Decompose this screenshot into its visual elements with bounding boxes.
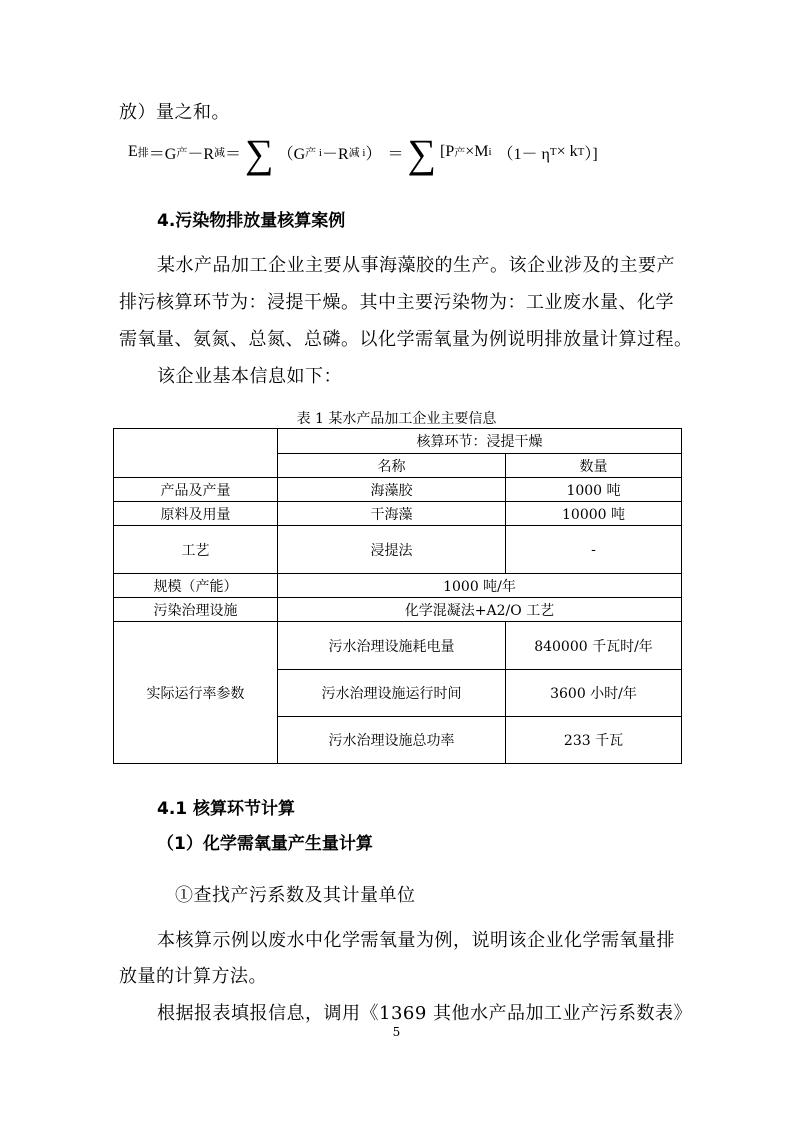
table-row <box>114 502 682 526</box>
table-row <box>114 478 682 502</box>
text-line: 放量的计算方法。 <box>119 966 267 987</box>
formula-term: －R <box>187 145 215 163</box>
column-header-name: 名称 <box>278 454 506 478</box>
formula-subscript: i <box>488 146 492 158</box>
formula-term: －R <box>321 145 349 163</box>
formula-subscript: 产 i <box>305 147 322 159</box>
section-heading: 4.1 核算环节计算 <box>157 799 296 819</box>
formula-term: （G <box>277 145 306 163</box>
page-number: 5 <box>392 1025 401 1039</box>
formula-term: ＝G <box>148 145 177 163</box>
table-row <box>114 526 682 574</box>
table-row <box>114 622 682 670</box>
formula-term: ＝ <box>387 145 404 163</box>
text-line: 排污核算环节为：浸提干燥。其中主要污染物为：工业废水量、化学 <box>119 292 674 313</box>
column-header-quantity: 数量 <box>506 454 682 478</box>
emission-formula <box>128 131 598 176</box>
text-line: 某水产品加工企业主要从事海藻胶的生产。该企业涉及的主要产 <box>157 255 675 276</box>
row-quantity: - <box>506 526 682 574</box>
enterprise-info-table <box>113 428 682 764</box>
row-label: 污染治理设施 <box>114 598 278 622</box>
table-row <box>114 574 682 598</box>
row-quantity: 10000 吨 <box>506 502 682 526</box>
row-label: 规模（产能） <box>114 574 278 598</box>
formula-subscript: 排 <box>137 147 149 159</box>
param-value: 233 千瓦 <box>506 717 682 764</box>
text-line: 需氧量、氨氮、总氮、总磷。以化学需氧量为例说明排放量计算过程。 <box>119 329 693 350</box>
sum-symbol: ∑ <box>407 131 436 176</box>
formula-subscript: 产 <box>454 147 466 159</box>
formula-subscript: 产 <box>176 147 188 159</box>
formula-term: （1－ η <box>497 145 550 163</box>
stage-header: 核算环节：浸提干燥 <box>278 429 682 454</box>
row-value: 1000 吨/年 <box>278 574 682 598</box>
formula-subscript: 减 i <box>348 147 366 159</box>
table-row <box>114 598 682 622</box>
param-name: 污水治理设施总功率 <box>278 717 506 764</box>
formula-term: E <box>128 143 138 160</box>
formula-subscript: 减 <box>214 147 226 159</box>
param-name: 污水治理设施耗电量 <box>278 622 506 670</box>
sum-symbol: ∑ <box>245 131 274 176</box>
row-label: 实际运行率参数 <box>114 622 278 764</box>
row-name: 海藻胶 <box>278 478 506 502</box>
formula-subscript: T <box>577 146 585 158</box>
text-line: 本核算示例以废水中化学需氧量为例，说明该企业化学需氧量排 <box>157 930 675 951</box>
section-heading: 4.污染物排放量核算案例 <box>157 211 346 231</box>
text-line: 该企业基本信息如下： <box>157 366 342 387</box>
param-name: 污水治理设施运行时间 <box>278 670 506 717</box>
text-line: 放）量之和。 <box>119 102 230 123</box>
row-quantity: 1000 吨 <box>506 478 682 502</box>
formula-term: ＝ <box>225 145 242 163</box>
formula-term: ）] <box>584 145 598 163</box>
row-label: 工艺 <box>114 526 278 574</box>
formula-subscript: T <box>549 146 557 158</box>
table-cell-empty <box>114 429 278 478</box>
row-label: 产品及产量 <box>114 478 278 502</box>
formula-term: × k <box>556 143 578 160</box>
formula-term: ×M <box>465 143 489 160</box>
row-name: 干海藻 <box>278 502 506 526</box>
formula-term: ） <box>365 145 382 163</box>
param-value: 3600 小时/年 <box>506 670 682 717</box>
text-line: ①查找产污系数及其计量单位 <box>175 885 416 906</box>
row-value: 化学混凝法+A2/O 工艺 <box>278 598 682 622</box>
row-name: 浸提法 <box>278 526 506 574</box>
table-caption: 表 1 某水产品加工企业主要信息 <box>296 411 497 427</box>
text-line: 根据报表填报信息，调用《1369 其他水产品加工业产污系数表》 <box>157 1003 693 1024</box>
param-value: 840000 千瓦时/年 <box>506 622 682 670</box>
subsection-heading: （1）化学需氧量产生量计算 <box>157 834 373 854</box>
row-label: 原料及用量 <box>114 502 278 526</box>
formula-term: [P <box>439 143 455 160</box>
